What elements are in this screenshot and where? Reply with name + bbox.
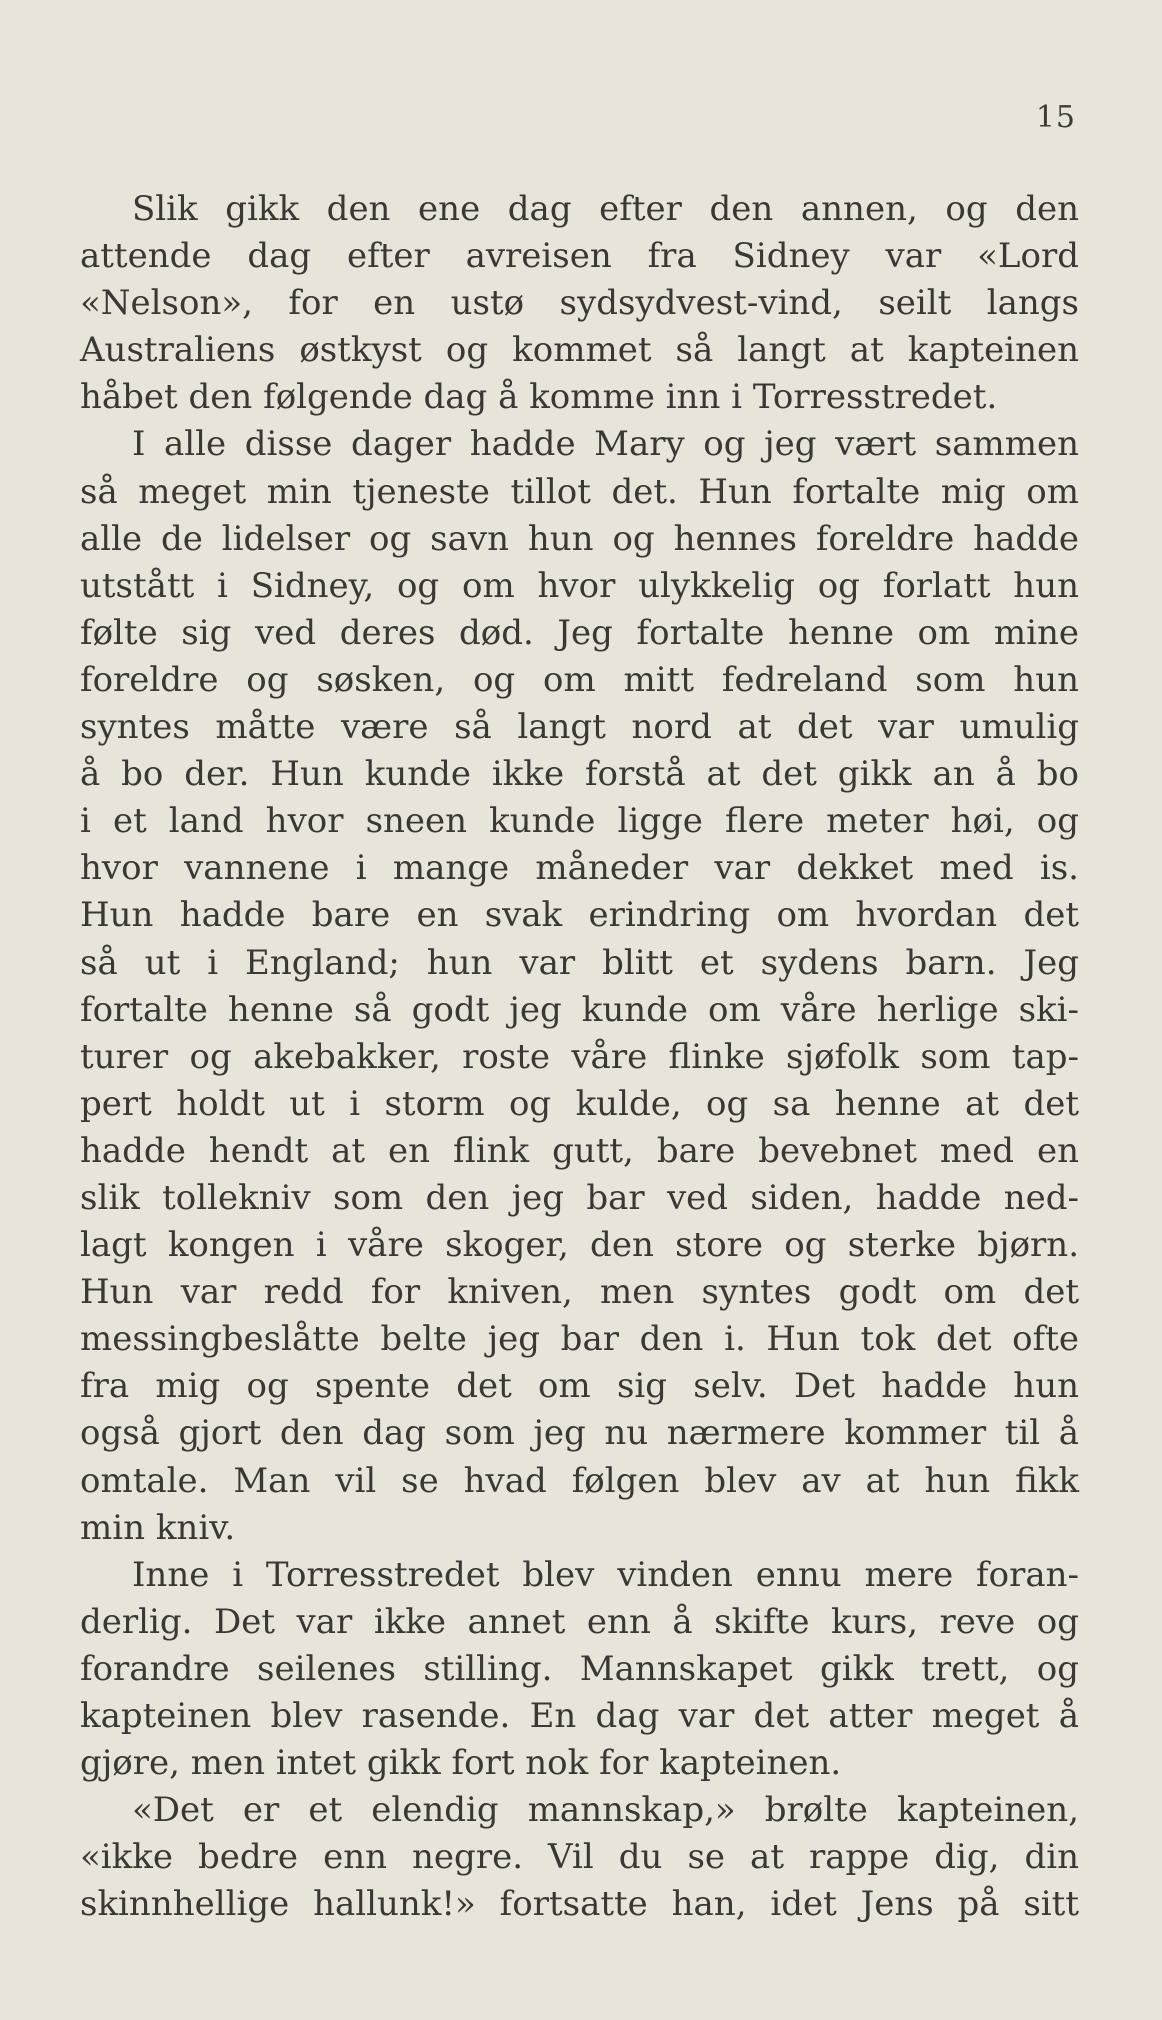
page-number: 15 (1035, 100, 1076, 135)
text-line: skinnhellige hallunk!» fortsatte han, idet Jens på sitt (80, 1884, 1079, 1925)
text-line: i et land hvor sneen kunde ligge flere meter høi, og (80, 801, 1079, 842)
body-text (80, 186, 1079, 1928)
text-line: Inne i Torresstredet blev vinden ennu mere foran- (132, 1554, 1079, 1595)
text-line: Slik gikk den ene dag efter den annen, og den (132, 189, 1079, 229)
text-line: også gjort den dag som jeg nu nærmere kommer til å (80, 1413, 1079, 1454)
text-line: håbet den følgende dag å komme inn i Torresstredet. (80, 377, 998, 418)
text-line: utstått i Sidney, og om hvor ulykkelig og forlatt hun (80, 565, 1079, 606)
text-line: pert holdt ut i storm og kulde, og sa henne at det (80, 1083, 1079, 1124)
text-line: turer og akebakker, roste våre flinke sjøfolk som tap- (80, 1036, 1079, 1077)
text-line: derlig. Det var ikke annet enn å skifte kurs, reve og (80, 1601, 1079, 1642)
text-line: «Det er et elendig mannskap,» brølte kapteinen, (132, 1790, 1079, 1831)
text-line: alle de lidelser og savn hun og hennes foreldre hadde (80, 518, 1079, 559)
text-line: omtale. Man vil se hvad følgen blev av at hun fikk (80, 1460, 1079, 1501)
text-line: hadde hendt at en flink gutt, bare bevebnet med en (80, 1130, 1079, 1171)
text-line: lagt kongen i våre skoger, den store og sterke bjørn. (80, 1225, 1079, 1266)
text-line: messingbeslåtte belte jeg bar den i. Hun tok det ofte (80, 1319, 1079, 1360)
text-line: følte sig ved deres død. Jeg fortalte henne om mine (80, 612, 1079, 653)
text-line: «ikke bedre enn negre. Vil du se at rappe dig, din (80, 1837, 1079, 1878)
text-line: å bo der. Hun kunde ikke forstå at det gikk an å bo (80, 754, 1079, 795)
text-line: gjøre, men intet gikk fort nok for kapteinen. (80, 1743, 842, 1784)
text-line: fra mig og spente det om sig selv. Det hadde hun (80, 1366, 1079, 1407)
text-line: fortalte henne så godt jeg kunde om våre herlige ski- (80, 989, 1079, 1030)
text-line: min kniv. (80, 1507, 236, 1548)
text-line: «Nelson», for en ustø sydsydvest-vind, seilt langs (80, 283, 1079, 324)
text-line: Australiens østkyst og kommet så langt at kapteinen (80, 330, 1079, 371)
text-line: kapteinen blev rasende. En dag var det atter meget å (80, 1696, 1079, 1736)
text-line: attende dag efter avreisen fra Sidney var «Lord (80, 236, 1079, 277)
text-line: Hun hadde bare en svak erindring om hvordan det (80, 895, 1079, 936)
text-line: syntes måtte være så langt nord at det var umulig (80, 707, 1079, 748)
text-line: forandre seilenes stilling. Mannskapet gikk trett, og (80, 1648, 1079, 1689)
text-line: foreldre og søsken, og om mitt fedreland som hun (80, 659, 1079, 700)
text-line: så meget min tjeneste tillot det. Hun fortalte mig om (80, 471, 1079, 512)
text-line: Hun var redd for kniven, men syntes godt om det (80, 1272, 1079, 1313)
text-line: slik tollekniv som den jeg bar ved siden, hadde ned- (80, 1177, 1079, 1218)
text-line: så ut i England; hun var blitt et sydens barn. Jeg (80, 942, 1079, 983)
text-line: hvor vannene i mange måneder var dekket med is. (80, 848, 1079, 889)
text-line: I alle disse dager hadde Mary og jeg vært sammen (132, 424, 1079, 465)
